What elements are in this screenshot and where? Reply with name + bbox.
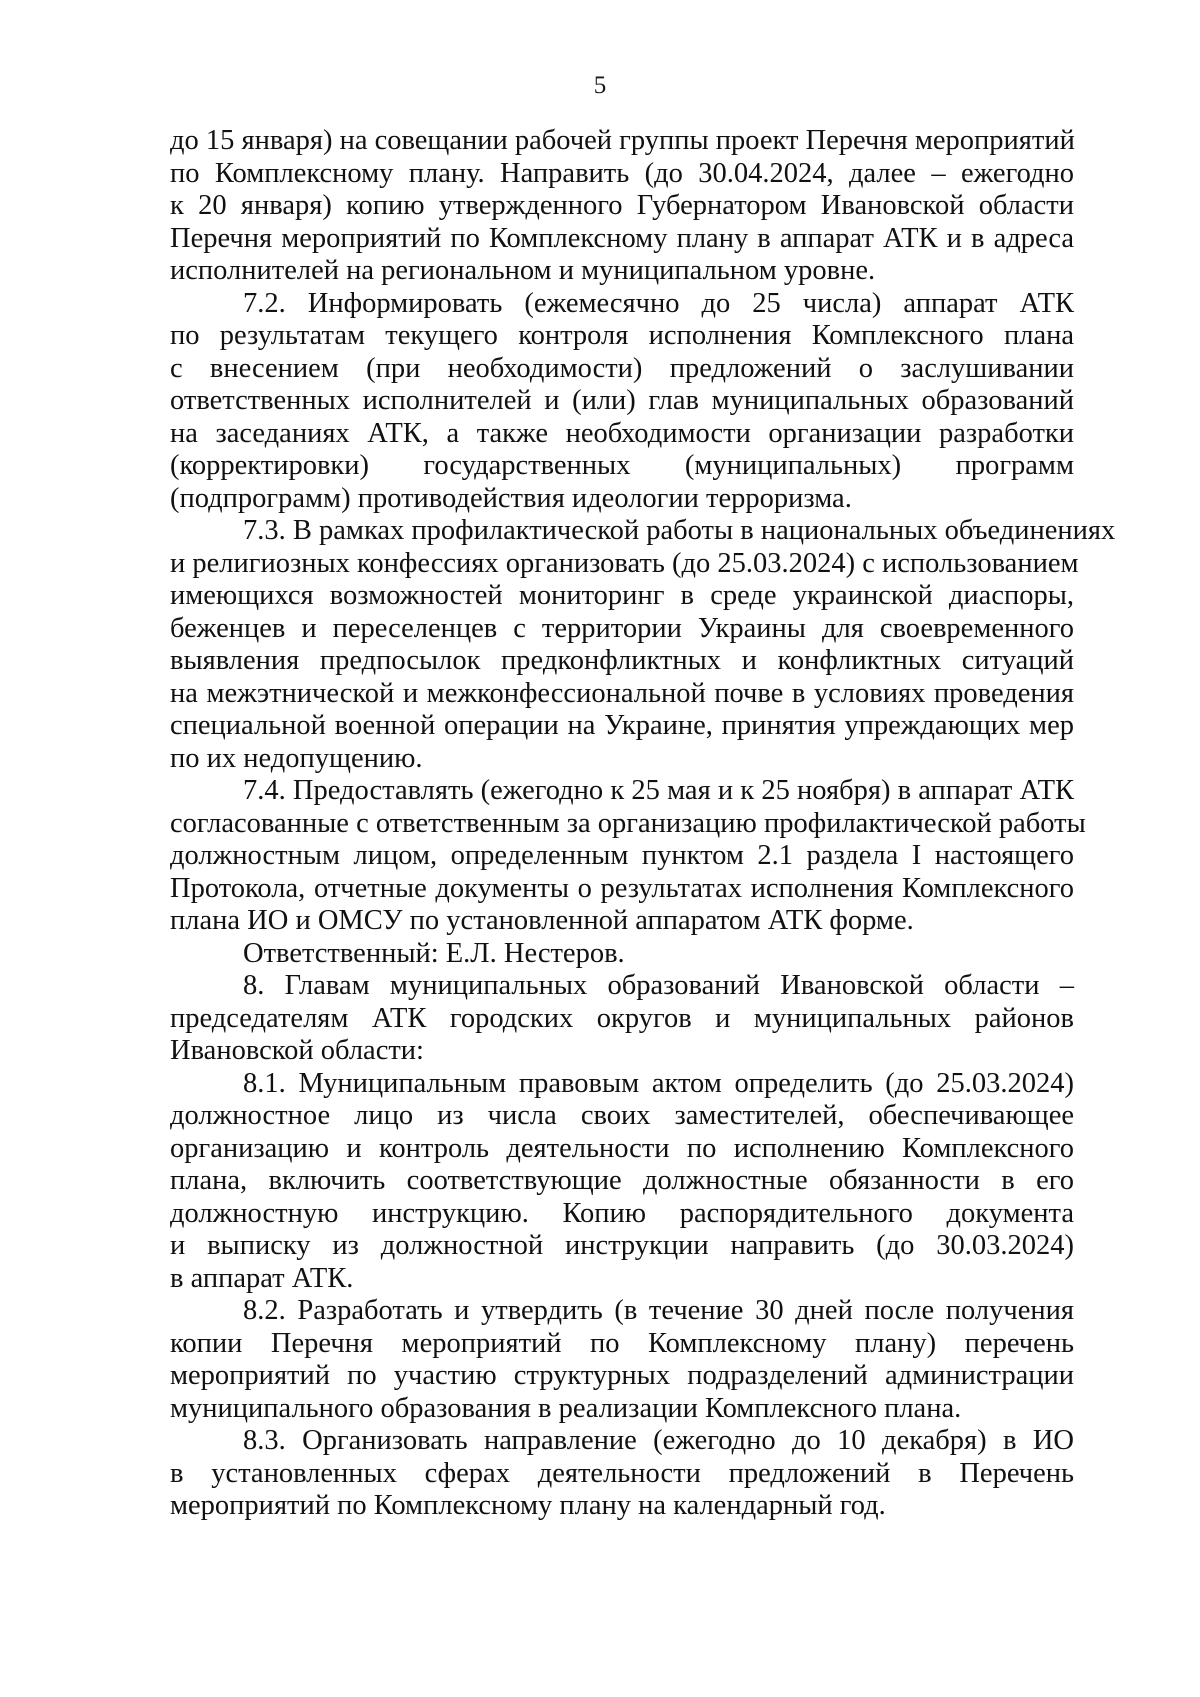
text-line: должностную инструкцию. Копию распорядительного документа (170, 1197, 1074, 1229)
text-line: имеющихся возможностей мониторинг в среде украинской диаспоры, (170, 580, 1074, 611)
text-line: плана ИО и ОМСУ по установленной аппаратом АТК форме. (170, 905, 914, 936)
text-line: организацию и контроль деятельности по исполнению Комплексного (170, 1132, 1074, 1164)
text-line: должностным лицом, определенным пунктом 2.1 раздела I настоящего (170, 840, 1074, 871)
text-line: 7.3. В рамках профилактической работы в национальных объединениях (243, 515, 1116, 546)
text-line: и выписку из должностной инструкции направить (до 30.03.2024) (170, 1230, 1074, 1261)
text-line: по результатам текущего контроля исполнения Комплексного плана (170, 320, 1074, 351)
text-line: 8.2. Разработать и утвердить (в течение 30 дней после получения (243, 1295, 1074, 1326)
text-line: с внесением (при необходимости) предложений о заслушивании (170, 352, 1074, 384)
text-line: 8. Главам муниципальных образований Ивановской области – (243, 970, 1074, 1001)
document-body (170, 125, 1116, 1523)
page-number: 5 (593, 72, 607, 99)
text-line: копии Перечня мероприятий по Комплексному плану) перечень (170, 1327, 1074, 1359)
text-line: выявления предпосылок предконфликтных и конфликтных ситуаций (170, 645, 1074, 676)
text-line: до 15 января) на совещании рабочей группы проект Перечня мероприятий (170, 125, 1075, 156)
text-line: беженцев и переселенцев с территории Украины для своевременного (170, 612, 1074, 644)
text-line: Ответственный: Е.Л. Нестеров. (243, 937, 625, 969)
text-line: (подпрограмм) противодействия идеологии терроризма. (170, 482, 852, 514)
text-line: Ивановской области: (170, 1035, 424, 1066)
text-line: 7.4. Предоставлять (ежегодно к 25 мая и к 25 ноября) в аппарат АТК (243, 775, 1074, 806)
text-line: должностное лицо из числа своих заместителей, обеспечивающее (170, 1100, 1074, 1131)
text-line: по Комплексному плану. Направить (до 30.04.2024, далее – ежегодно (170, 157, 1074, 189)
text-line: председателям АТК городских округов и муниципальных районов (170, 1002, 1074, 1034)
text-line: ответственных исполнителей и (или) глав муниципальных образований (170, 385, 1074, 416)
text-line: мероприятий по Комплексному плану на календарный год. (170, 1490, 886, 1521)
text-line: в аппарат АТК. (170, 1262, 354, 1294)
text-line: муниципального образования в реализации Комплексного плана. (170, 1392, 962, 1424)
text-line: в установленных сферах деятельности предложений в Перечень (170, 1457, 1074, 1489)
text-line: и религиозных конфессиях организовать (до 25.03.2024) с использованием (170, 547, 1079, 579)
text-line: на межэтнической и межконфессиональной почве в условиях проведения (170, 677, 1074, 709)
text-line: к 20 января) копию утвержденного Губернатором Ивановской области (170, 190, 1074, 221)
text-line: согласованные с ответственным за организацию профилактической работы (170, 807, 1086, 839)
text-line: специальной военной операции на Украине, принятия упреждающих мер (170, 710, 1074, 741)
text-line: Протокола, отчетные документы о результатах исполнения Комплексного (170, 872, 1074, 904)
text-line: (корректировки) государственных (муниципальных) программ (170, 450, 1074, 481)
text-line: на заседаниях АТК, а также необходимости организации разработки (170, 417, 1074, 449)
text-line: мероприятий по участию структурных подразделений администрации (170, 1360, 1074, 1391)
text-line: Перечня мероприятий по Комплексному плану в аппарат АТК и в адреса (170, 222, 1074, 254)
text-line: исполнителей на региональном и муниципальном уровне. (170, 255, 876, 286)
text-line: по их недопущению. (170, 742, 423, 774)
text-line: плана, включить соответствующие должностные обязанности в его (170, 1165, 1074, 1196)
text-line: 8.1. Муниципальным правовым актом определить (до 25.03.2024) (243, 1067, 1074, 1099)
text-line: 7.2. Информировать (ежемесячно до 25 числа) аппарат АТК (243, 287, 1074, 319)
text-line: 8.3. Организовать направление (ежегодно до 10 декабря) в ИО (243, 1425, 1074, 1456)
